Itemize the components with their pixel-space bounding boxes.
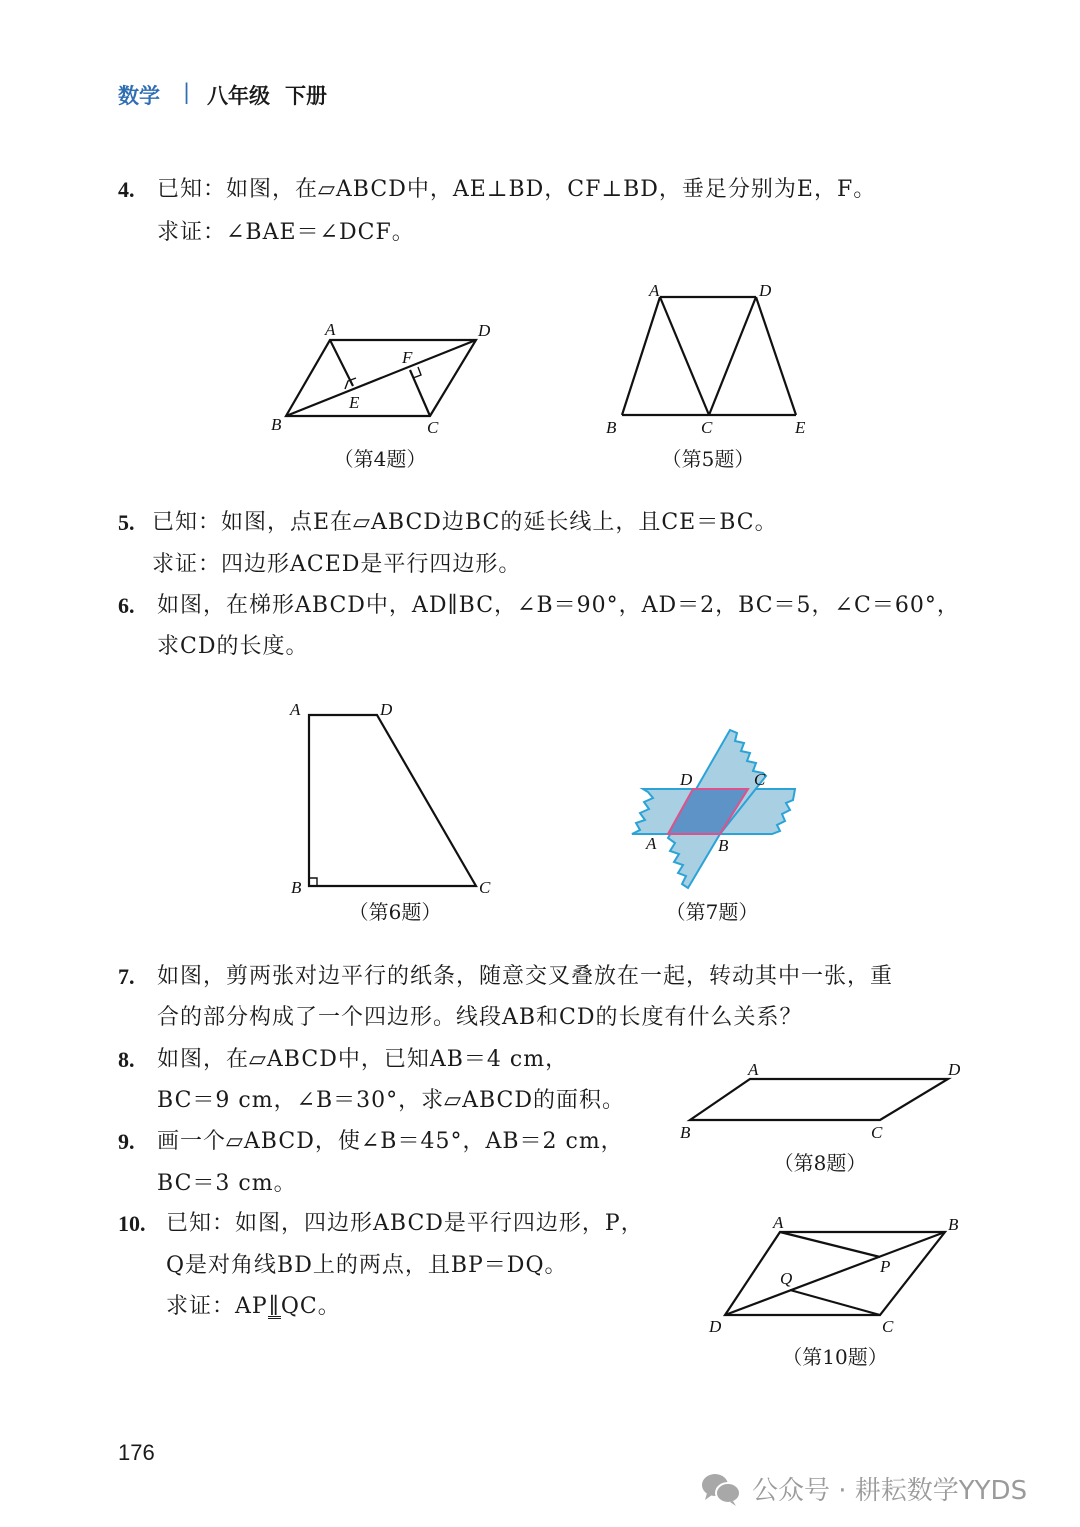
fig5-label-a: A: [649, 281, 660, 300]
fig10-label-d: D: [709, 1317, 722, 1336]
caption-figure-8: （第8题）: [773, 1151, 867, 1175]
fig7-label-a: A: [646, 834, 657, 853]
fig4-label-b: B: [271, 415, 282, 434]
fig7-label-d: D: [680, 770, 693, 789]
caption-figure-5: （第5题）: [661, 447, 755, 471]
problem-6-number: 6.: [118, 593, 135, 618]
fig5-label-b: B: [606, 418, 617, 437]
caption-figure-4: （第4题）: [333, 447, 427, 471]
problem-6-line1: 如图，在梯形ABCD中，AD∥BC，∠B＝90°，AD＝2，BC＝5，∠C＝60°，: [157, 593, 960, 618]
fig10-label-q: Q: [780, 1269, 793, 1288]
problem-7-number: 7.: [118, 964, 135, 989]
figure-7: [632, 730, 795, 888]
fig4-label-f: F: [402, 348, 413, 367]
figure-10: [725, 1232, 945, 1315]
watermark-text: 公众号 · 耕耘数学YYDS: [752, 1476, 1028, 1506]
fig8-label-c: C: [871, 1123, 883, 1142]
fig5-label-d: D: [759, 281, 772, 300]
problem-10-line1: 已知：如图，四边形ABCD是平行四边形，P，: [166, 1211, 644, 1236]
fig6-label-b: B: [291, 878, 302, 897]
fig8-label-a: A: [748, 1060, 759, 1079]
problem-7-line2: 合的部分构成了一个四边形。线段AB和CD的长度有什么关系？: [157, 1005, 803, 1030]
header-separator: |: [183, 80, 191, 104]
parallel-equal-symbol: ∥: [268, 1294, 280, 1319]
problem-7-line1: 如图，剪两张对边平行的纸条，随意交叉叠放在一起，转动其中一张，重: [157, 964, 894, 989]
problem-10-line3-suffix: QC。: [280, 1294, 341, 1319]
header-grade: 八年级: [207, 84, 270, 108]
page-number: 176: [118, 1440, 155, 1465]
fig4-label-d: D: [478, 321, 491, 340]
fig7-label-b: B: [718, 836, 729, 855]
fig10-label-a: A: [773, 1213, 784, 1232]
problem-8-number: 8.: [118, 1047, 135, 1072]
fig7-label-c: C: [754, 770, 766, 789]
fig6-label-c: C: [479, 878, 491, 897]
problem-10-number: 10.: [118, 1211, 146, 1236]
header-subject: 数学: [118, 84, 160, 108]
fig6-label-a: A: [290, 700, 301, 719]
figure-8: [690, 1079, 948, 1120]
problem-4-number: 4.: [118, 177, 135, 202]
problem-4-line2: 求证：∠BAE＝∠DCF。: [157, 220, 415, 245]
problem-5-number: 5.: [118, 510, 135, 535]
problem-5-line2: 求证：四边形ACED是平行四边形。: [152, 552, 522, 577]
problem-6-line2: 求CD的长度。: [157, 634, 309, 659]
problem-10-line2: Q是对角线BD上的两点，且BP＝DQ。: [166, 1253, 568, 1278]
fig8-label-b: B: [680, 1123, 691, 1142]
problem-4-line1: 已知：如图，在▱ABCD中，AE⊥BD，CF⊥BD，垂足分别为E，F。: [157, 177, 877, 202]
fig4-label-e: E: [349, 393, 360, 412]
problem-8-line2: BC＝9 cm，∠B＝30°，求▱ABCD的面积。: [157, 1088, 626, 1113]
fig5-label-c: C: [701, 418, 713, 437]
figure-4: [286, 340, 476, 416]
header-volume: 下册: [285, 84, 327, 108]
problem-9-line1: 画一个▱ABCD，使∠B＝45°，AB＝2 cm，: [157, 1129, 624, 1154]
problem-8-line1: 如图，在▱ABCD中，已知AB＝4 cm，: [157, 1047, 569, 1072]
caption-figure-6: （第6题）: [348, 900, 442, 924]
fig4-label-a: A: [325, 320, 336, 339]
problem-10-line3-prefix: 求证：AP: [166, 1294, 268, 1319]
problem-9-number: 9.: [118, 1129, 135, 1154]
figure-5: [622, 297, 796, 415]
fig10-label-p: P: [880, 1257, 891, 1276]
caption-figure-10: （第10题）: [782, 1345, 888, 1369]
fig5-label-e: E: [795, 418, 806, 437]
problem-9-line2: BC＝3 cm。: [157, 1171, 297, 1196]
fig6-label-d: D: [380, 700, 393, 719]
fig4-label-c: C: [427, 418, 439, 437]
caption-figure-7: （第7题）: [665, 900, 759, 924]
fig8-label-d: D: [948, 1060, 961, 1079]
fig10-label-b: B: [948, 1215, 959, 1234]
problem-5-line1: 已知：如图，点E在▱ABCD边BC的延长线上，且CE＝BC。: [152, 510, 778, 535]
figure-6: [309, 715, 476, 886]
fig10-label-c: C: [882, 1317, 894, 1336]
